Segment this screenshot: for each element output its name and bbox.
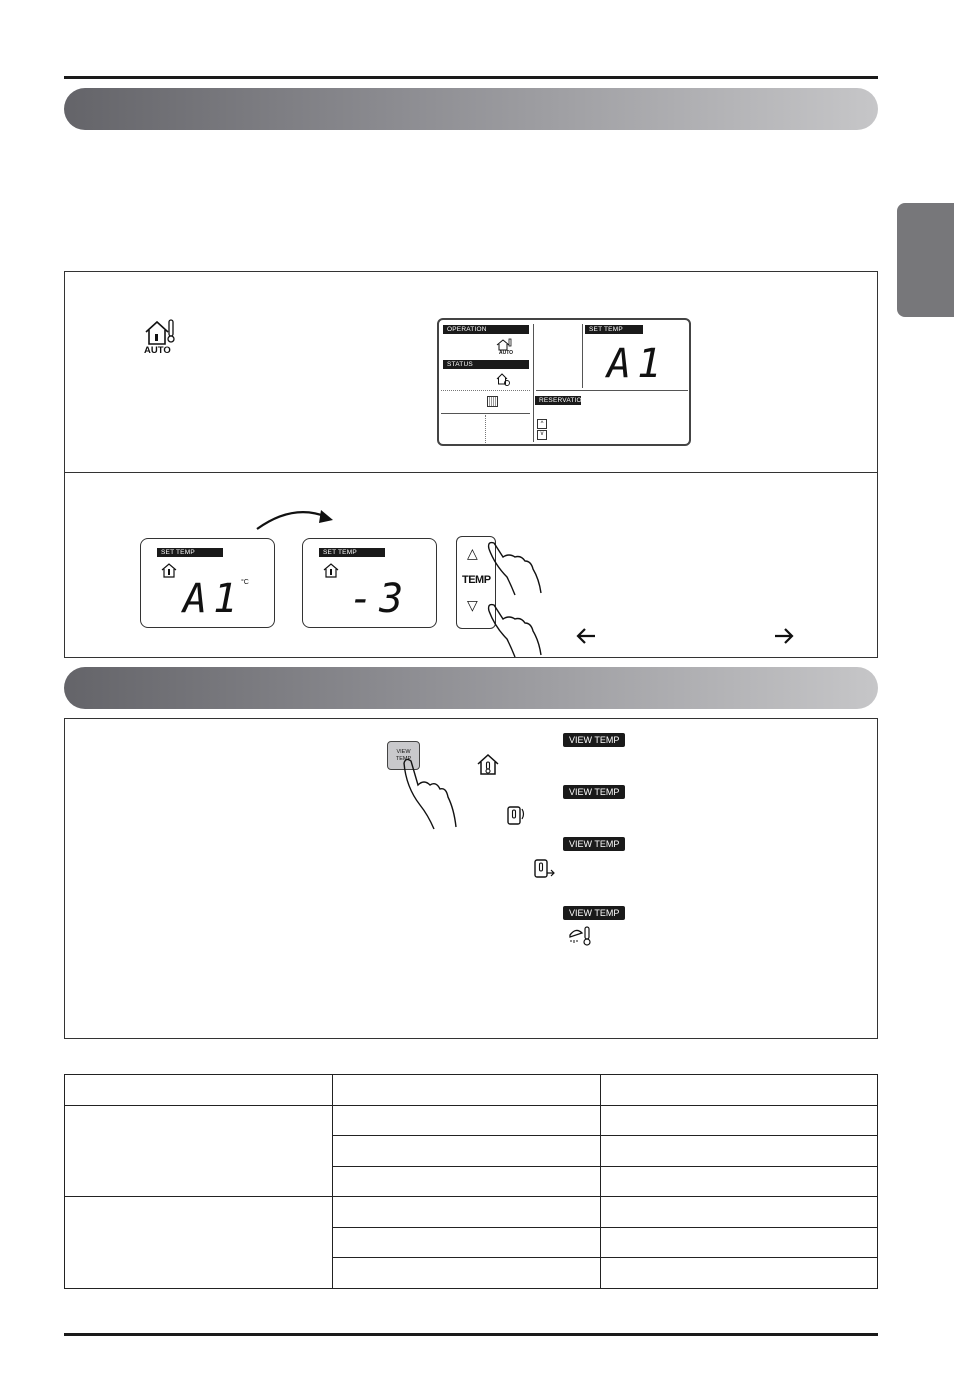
section-header-band-2	[64, 667, 878, 709]
auto-mode-panel	[64, 271, 878, 473]
tank-thermometer-icon	[506, 805, 526, 827]
side-tab	[897, 203, 954, 317]
operation-label: OPERATION	[443, 325, 529, 334]
lcd-right-label: SET TEMP	[319, 548, 385, 557]
temp-button-label: TEMP	[462, 574, 491, 586]
lcd-right-value: -3	[349, 576, 410, 622]
operation-auto-text: AUTO	[499, 350, 514, 356]
pointing-hand-icon	[400, 757, 460, 831]
temp-up-icon[interactable]: △	[467, 545, 478, 561]
arrow-right-icon	[773, 628, 795, 644]
table-row	[65, 1105, 878, 1136]
house-thermometer-auto-icon	[143, 318, 177, 358]
shower-thermometer-icon	[568, 925, 594, 949]
pointing-hand-icon	[485, 601, 545, 659]
house-thermometer-icon	[323, 563, 339, 584]
top-rule	[64, 76, 878, 79]
lcd-left-label: SET TEMP	[157, 548, 223, 557]
settings-table	[64, 1074, 878, 1289]
set-temp-label: SET TEMP	[585, 325, 643, 334]
water-out-thermometer-icon	[533, 858, 557, 882]
curved-arrow-icon	[255, 507, 335, 535]
section-header-band-1	[64, 88, 878, 130]
lcd-set-temp-a1	[140, 538, 275, 628]
view-temp-tag-4: VIEW TEMP	[563, 906, 625, 920]
calendar-icon	[487, 396, 498, 407]
up-arrow-icon: ^	[537, 419, 547, 429]
lcd-display	[437, 318, 691, 446]
auto-icon-label: AUTO	[144, 345, 171, 356]
status-label: STATUS	[443, 360, 529, 369]
arrow-left-icon	[575, 628, 597, 644]
pointing-hand-icon	[485, 539, 545, 597]
bottom-rule	[64, 1333, 878, 1336]
house-thermometer-icon	[161, 563, 177, 584]
set-temp-value: A1	[607, 341, 668, 387]
house-thermometer-icon	[477, 754, 499, 776]
lcd-left-value: A1	[183, 576, 244, 622]
down-arrow-icon: v	[537, 430, 547, 440]
view-temp-panel	[64, 718, 878, 1039]
reservation-label: RESERVATION	[535, 396, 581, 405]
table-header-row	[65, 1075, 878, 1106]
temp-down-icon[interactable]: ▽	[467, 597, 478, 613]
view-temp-button[interactable]: VIEW TEMP	[387, 741, 420, 770]
view-temp-tag-3: VIEW TEMP	[563, 837, 625, 851]
view-temp-tag-1: VIEW TEMP	[563, 733, 625, 747]
lcd-left-unit: °C	[241, 579, 249, 586]
view-temp-tag-2: VIEW TEMP	[563, 785, 625, 799]
table-row	[65, 1197, 878, 1228]
lcd-set-temp-minus3	[302, 538, 437, 628]
temp-adjust-panel	[64, 472, 878, 658]
